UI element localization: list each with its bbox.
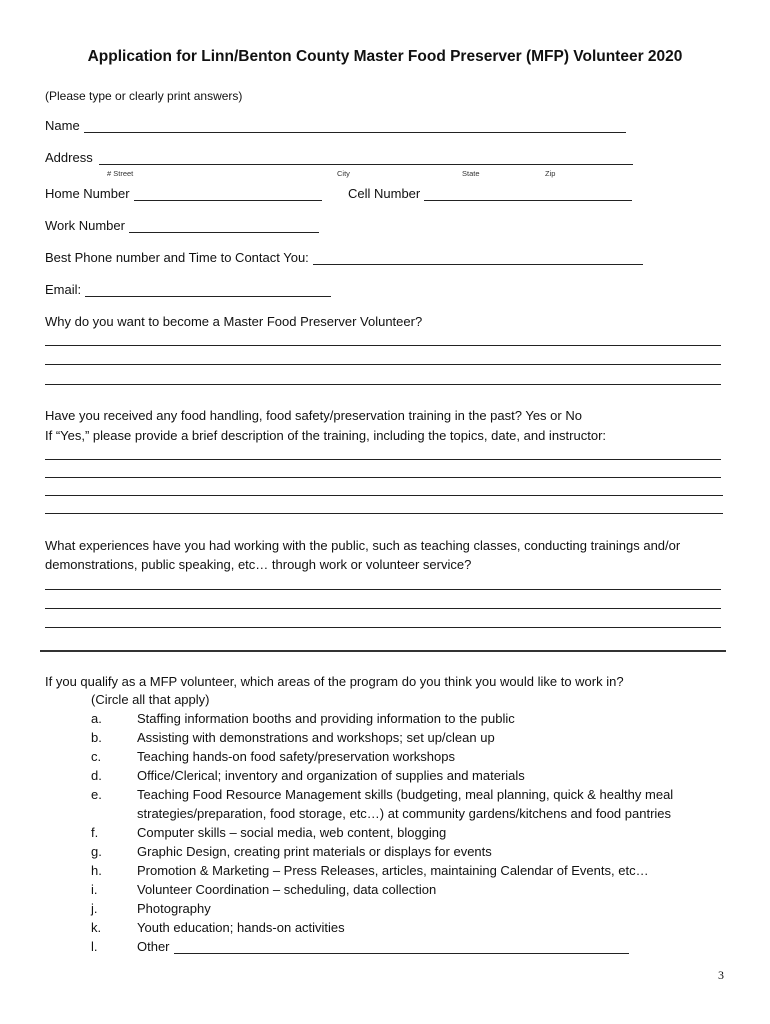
home-number-field[interactable] (134, 187, 322, 201)
option-j[interactable] (91, 899, 731, 918)
email-label: Email: (45, 282, 82, 297)
option-letter: f. (91, 825, 99, 840)
home-number-label: Home Number (45, 186, 130, 201)
work-number-field[interactable] (129, 219, 319, 233)
option-letter: d. (91, 768, 102, 783)
option-letter: k. (91, 920, 102, 935)
answer-line[interactable] (45, 608, 721, 609)
answer-line[interactable] (45, 513, 723, 514)
address-row (45, 150, 633, 165)
best-phone-row (45, 250, 643, 265)
option-letter: g. (91, 844, 102, 859)
question-training-description: If “Yes,” please provide a brief description of the training, including the topics, date, and instructor: (45, 428, 607, 443)
answer-line[interactable] (45, 477, 721, 478)
option-text: Graphic Design, creating print materials or displays for events (137, 844, 492, 859)
answer-line[interactable] (45, 589, 721, 590)
answer-line[interactable] (45, 627, 721, 628)
answer-line[interactable] (45, 364, 721, 365)
best-phone-field[interactable] (313, 251, 643, 265)
instructions-text: (Please type or clearly print answers) (45, 89, 243, 103)
option-f[interactable] (91, 823, 731, 842)
answer-line[interactable] (45, 345, 721, 346)
name-row (45, 118, 626, 133)
circle-note: (Circle all that apply) (91, 692, 210, 707)
option-text: Photography (137, 901, 211, 916)
option-b[interactable] (91, 728, 731, 747)
option-letter: l. (91, 939, 98, 954)
option-letter: c. (91, 749, 102, 764)
name-field[interactable] (84, 119, 626, 133)
address-field[interactable] (99, 151, 633, 165)
question-why-volunteer: Why do you want to become a Master Food Preserver Volunteer? (45, 314, 423, 329)
email-field[interactable] (85, 283, 331, 297)
answer-line[interactable] (45, 384, 721, 385)
question-prior-training: Have you received any food handling, food safety/preservation training in the past? Yes or No (45, 408, 582, 423)
address-state-label: State (462, 169, 480, 178)
option-letter: h. (91, 863, 102, 878)
option-letter: i. (91, 882, 98, 897)
option-text: Youth education; hands-on activities (137, 920, 345, 935)
cell-number-row (348, 186, 632, 201)
option-text: Computer skills – social media, web content, blogging (137, 825, 447, 840)
address-city-label: City (337, 169, 350, 178)
option-text: Other (137, 939, 170, 954)
address-label: Address (45, 150, 93, 165)
option-letter: e. (91, 787, 102, 802)
option-a[interactable] (91, 709, 731, 728)
option-text: Assisting with demonstrations and workshops; set up/clean up (137, 730, 495, 745)
work-number-row (45, 218, 319, 233)
option-letter: a. (91, 711, 102, 726)
option-text: Promotion & Marketing – Press Releases, articles, maintaining Calendar of Events, etc… (137, 863, 649, 878)
option-i[interactable] (91, 880, 731, 899)
option-k[interactable] (91, 918, 731, 937)
option-text: Teaching Food Resource Management skills (budgeting, meal planning, quick & healthy meal (137, 787, 674, 802)
areas-prompt: If you qualify as a MFP volunteer, which areas of the program do you think you would like to work in? (45, 674, 624, 689)
other-field[interactable] (174, 953, 629, 954)
page-title: Application for Linn/Benton County Master Food Preserver (MFP) Volunteer 2020 (87, 48, 683, 65)
option-letter: j. (91, 901, 98, 916)
name-label: Name (45, 118, 80, 133)
email-row (45, 282, 331, 297)
option-e[interactable] (91, 785, 731, 823)
option-letter: b. (91, 730, 102, 745)
option-text-continued: strategies/preparation, food storage, etc…) at community gardens/kitchens and food pantries (137, 806, 672, 821)
option-text: Staffing information booths and providing information to the public (137, 711, 515, 726)
work-number-label: Work Number (45, 218, 125, 233)
section-divider (40, 650, 726, 652)
cell-number-field[interactable] (424, 187, 632, 201)
option-text: Volunteer Coordination – scheduling, data collection (137, 882, 437, 897)
option-d[interactable] (91, 766, 731, 785)
home-number-row (45, 186, 322, 201)
option-text: Office/Clerical; inventory and organization of supplies and materials (137, 768, 525, 783)
answer-line[interactable] (45, 459, 721, 460)
question-public-experience-cont: demonstrations, public speaking, etc… through work or volunteer service? (45, 557, 472, 572)
page-number: 3 (718, 968, 724, 982)
answer-line[interactable] (45, 495, 723, 496)
question-public-experience: What experiences have you had working with the public, such as teaching classes, conducting trainings and/or (45, 538, 681, 553)
option-text: Teaching hands-on food safety/preservation workshops (137, 749, 455, 764)
option-h[interactable] (91, 861, 731, 880)
cell-number-label: Cell Number (348, 186, 421, 201)
address-zip-label: Zip (545, 169, 556, 178)
best-phone-label: Best Phone number and Time to Contact You: (45, 250, 309, 265)
address-street-label: # Street (107, 169, 134, 178)
option-c[interactable] (91, 747, 731, 766)
option-g[interactable] (91, 842, 731, 861)
